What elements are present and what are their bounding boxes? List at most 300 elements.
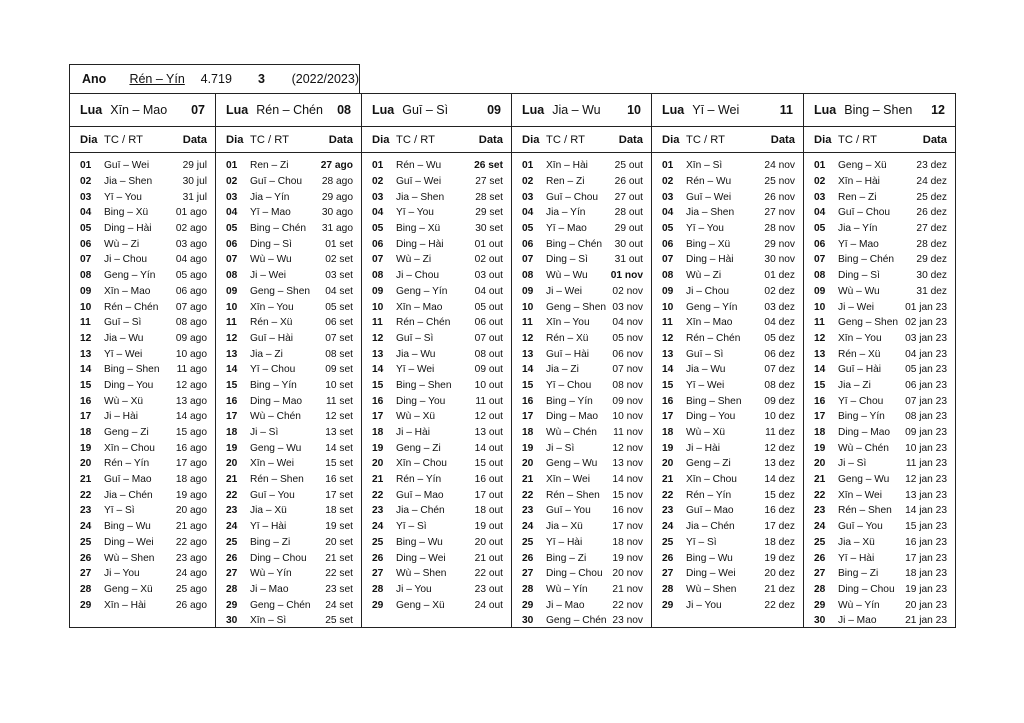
gregorian-date: 07 out (474, 332, 503, 344)
day-row (652, 425, 803, 441)
day-number: 13 (80, 348, 92, 360)
tc-rt-value: Bing – Wu (104, 521, 151, 533)
day-number: 18 (226, 427, 238, 439)
tc-rt-value: Bing – Chén (546, 238, 603, 250)
day-number: 03 (226, 191, 238, 203)
day-row (652, 205, 803, 221)
tc-rt-value: Jia – Wu (396, 348, 436, 360)
gregorian-date: 05 jan 23 (905, 364, 947, 376)
month-header (70, 94, 215, 127)
day-number: 23 (662, 505, 674, 517)
day-row (216, 582, 361, 598)
day-number: 10 (522, 301, 534, 313)
day-row (362, 205, 511, 221)
day-row (804, 566, 955, 582)
day-row (804, 236, 955, 252)
tc-rt-value: Wù – Shen (686, 583, 737, 595)
day-number: 02 (662, 176, 674, 188)
month-column (804, 94, 955, 627)
day-number: 08 (372, 270, 384, 282)
day-list (512, 153, 651, 629)
day-row (652, 550, 803, 566)
day-number: 20 (80, 458, 92, 470)
day-number: 03 (372, 191, 384, 203)
day-number: 02 (226, 176, 238, 188)
day-row (70, 362, 215, 378)
column-subheader (652, 127, 803, 153)
day-number: 07 (522, 254, 534, 266)
day-number: 10 (662, 301, 674, 313)
gregorian-date: 22 set (325, 568, 353, 580)
day-number: 14 (80, 364, 92, 376)
tc-rt-value: Ji – You (104, 568, 140, 580)
day-number: 08 (662, 270, 674, 282)
gregorian-date: 01 ago (175, 207, 207, 219)
tc-rt-value: Guī – Hài (546, 348, 590, 360)
gregorian-date: 11 jan 23 (905, 458, 947, 470)
gregorian-date: 15 nov (612, 489, 643, 501)
day-row (362, 440, 511, 456)
day-row (652, 597, 803, 613)
day-number: 14 (372, 364, 384, 376)
day-number: 27 (80, 568, 92, 580)
gregorian-date: 24 set (325, 599, 353, 611)
day-row (652, 393, 803, 409)
day-number: 11 (814, 317, 825, 329)
day-row (216, 566, 361, 582)
day-number: 18 (814, 427, 826, 439)
day-row (512, 597, 651, 613)
tc-rt-value: Geng – Zi (686, 458, 731, 470)
day-number: 29 (372, 599, 384, 611)
day-row (216, 378, 361, 394)
gregorian-date: 13 jan 23 (905, 489, 947, 501)
day-row (216, 205, 361, 221)
tc-rt-value: Xīn – Hài (104, 599, 146, 611)
day-row (512, 331, 651, 347)
tc-rt-value: Guī – Mao (396, 489, 444, 501)
day-row (216, 299, 361, 315)
day-number: 16 (522, 395, 534, 407)
day-number: 25 (662, 536, 674, 548)
gregorian-date: 31 out (614, 254, 643, 266)
day-row (362, 409, 511, 425)
day-number: 28 (522, 583, 534, 595)
tc-rt-value: Ji – Sì (250, 427, 279, 439)
gregorian-date: 01 jan 23 (905, 301, 947, 313)
gregorian-date: 21 dez (764, 583, 795, 595)
day-number: 10 (226, 301, 238, 313)
tc-rt-value: Jia – Zi (546, 364, 579, 376)
gregorian-date: 14 dez (764, 474, 795, 486)
tc-rt-value: Ji – Sì (546, 442, 575, 454)
day-number: 06 (814, 238, 826, 250)
day-row (652, 174, 803, 190)
day-row (362, 158, 511, 174)
day-row (70, 236, 215, 252)
day-row (652, 299, 803, 315)
gregorian-date: 20 set (325, 536, 353, 548)
gregorian-date: 10 set (325, 379, 353, 391)
month-lua-label: Lua (80, 103, 103, 117)
tc-rt-value: Wù – Zi (686, 270, 722, 282)
tc-rt-value: Geng – Shen (838, 317, 899, 329)
day-number: 13 (662, 348, 674, 360)
gregorian-date: 08 nov (612, 379, 643, 391)
day-row (652, 158, 803, 174)
data-header: Data (478, 133, 503, 146)
day-number: 02 (372, 176, 384, 188)
dia-header: Dia (372, 133, 390, 146)
tc-rt-value: Bing – Wu (686, 552, 733, 564)
tc-rt-value: Wù – Yín (250, 568, 292, 580)
gregorian-date: 20 jan 23 (905, 599, 947, 611)
gregorian-date: 08 out (474, 348, 503, 360)
gregorian-date: 27 out (614, 191, 643, 203)
column-subheader (70, 127, 215, 153)
day-number: 12 (80, 332, 92, 344)
gregorian-date: 30 out (614, 238, 643, 250)
gregorian-date: 17 nov (612, 521, 643, 533)
tc-rt-value: Jia – Yín (250, 191, 290, 203)
day-row (652, 268, 803, 284)
day-number: 05 (226, 223, 238, 235)
day-row (512, 472, 651, 488)
month-name: Rén – Chén (256, 103, 323, 117)
tc-rt-value: Yī – You (396, 207, 434, 219)
gregorian-date: 13 set (325, 427, 353, 439)
tc-rt-value: Wù – Zi (396, 254, 432, 266)
gregorian-date: 18 out (474, 505, 503, 517)
day-number: 26 (662, 552, 674, 564)
column-subheader (216, 127, 361, 153)
month-column (362, 94, 512, 627)
dia-header: Dia (522, 133, 540, 146)
day-row (70, 221, 215, 237)
day-row (804, 582, 955, 598)
day-number: 18 (662, 427, 674, 439)
column-subheader (362, 127, 511, 153)
gregorian-date: 26 nov (764, 191, 795, 203)
day-number: 26 (372, 552, 384, 564)
day-number: 30 (814, 615, 826, 627)
day-row (652, 409, 803, 425)
day-number: 02 (814, 176, 826, 188)
day-number: 16 (226, 395, 238, 407)
gregorian-date: 17 set (325, 489, 353, 501)
tc-rt-value: Wù – Xü (686, 427, 726, 439)
tc-rt-value: Guī – Wei (686, 191, 732, 203)
day-number: 04 (522, 207, 534, 219)
day-number: 29 (80, 599, 92, 611)
day-row (362, 550, 511, 566)
day-number: 06 (226, 238, 238, 250)
day-row (362, 566, 511, 582)
day-number: 09 (522, 285, 534, 297)
day-number: 15 (80, 379, 92, 391)
day-number: 12 (226, 332, 238, 344)
gregorian-date: 20 out (474, 536, 503, 548)
tc-rt-value: Ding – You (686, 411, 736, 423)
data-header: Data (618, 133, 643, 146)
day-number: 19 (662, 442, 674, 454)
lunar-calendar-table (69, 93, 956, 628)
gregorian-date: 16 ago (175, 442, 207, 454)
day-number: 20 (372, 458, 384, 470)
day-number: 07 (80, 254, 92, 266)
tc-rt-value: Rén – Chén (686, 332, 741, 344)
day-row (70, 472, 215, 488)
gregorian-date: 14 set (325, 442, 353, 454)
tc-rt-value: Ji – Mao (250, 583, 289, 595)
tc-rt-value: Yī – Chou (250, 364, 296, 376)
day-number: 03 (80, 191, 92, 203)
gregorian-date: 27 ago (320, 160, 353, 172)
tc-rt-value: Jia – Shen (686, 207, 735, 219)
gregorian-date: 23 ago (175, 552, 207, 564)
day-number: 20 (522, 458, 534, 470)
day-row (512, 378, 651, 394)
day-number: 25 (372, 536, 384, 548)
tc-rt-value: Xīn – Wei (250, 458, 294, 470)
day-row (216, 440, 361, 456)
gregorian-date: 25 dez (916, 191, 947, 203)
day-row (652, 378, 803, 394)
day-number: 29 (662, 599, 674, 611)
tc-rt-value: Rén – Shen (838, 505, 892, 517)
gregorian-date: 21 set (325, 552, 353, 564)
day-row (804, 346, 955, 362)
day-number: 30 (226, 615, 238, 627)
day-number: 28 (814, 583, 826, 595)
day-number: 16 (80, 395, 92, 407)
month-number: 11 (779, 103, 793, 117)
day-number: 24 (522, 521, 534, 533)
gregorian-date: 27 set (475, 176, 503, 188)
day-row (362, 487, 511, 503)
day-number: 17 (372, 411, 384, 423)
day-number: 11 (522, 317, 533, 329)
day-number: 09 (80, 285, 92, 297)
tc-rt-value: Jia – Shen (104, 176, 153, 188)
tc-rt-value: Bing – Shen (396, 379, 452, 391)
day-list (362, 153, 511, 613)
day-row (652, 221, 803, 237)
gregorian-date: 21 nov (612, 583, 643, 595)
day-row (216, 425, 361, 441)
day-row (216, 268, 361, 284)
tc-rt-value: Xīn – Chou (396, 458, 447, 470)
day-number: 08 (522, 270, 534, 282)
gregorian-date: 24 dez (916, 176, 947, 188)
gregorian-date: 15 ago (175, 427, 207, 439)
gregorian-date: 05 nov (612, 332, 643, 344)
tc-rt-value: Ji – You (686, 599, 722, 611)
gregorian-date: 12 set (325, 411, 353, 423)
gregorian-date: 23 set (325, 583, 353, 595)
tc-rt-header: TC / RT (838, 133, 877, 146)
tc-rt-value: Rén – Xü (546, 332, 589, 344)
tc-rt-value: Jia – Xü (838, 536, 875, 548)
day-row (512, 550, 651, 566)
day-row (216, 158, 361, 174)
gregorian-date: 10 ago (175, 348, 207, 360)
day-number: 09 (226, 285, 238, 297)
tc-rt-value: Xīn – Mao (686, 317, 733, 329)
tc-rt-value: Xīn – Chou (686, 474, 737, 486)
day-row (70, 409, 215, 425)
day-number: 04 (814, 207, 826, 219)
gregorian-date: 03 out (474, 270, 503, 282)
day-number: 21 (372, 474, 384, 486)
day-row (70, 299, 215, 315)
day-number: 27 (226, 568, 238, 580)
gregorian-date: 02 set (325, 254, 353, 266)
day-row (362, 331, 511, 347)
day-row (512, 252, 651, 268)
gregorian-date: 25 set (325, 615, 353, 627)
gregorian-date: 31 dez (916, 285, 947, 297)
gregorian-date: 02 dez (764, 285, 795, 297)
day-number: 09 (814, 285, 826, 297)
day-number: 24 (226, 521, 238, 533)
day-number: 16 (814, 395, 826, 407)
day-number: 10 (80, 301, 92, 313)
tc-rt-value: Rén – Shen (546, 489, 600, 501)
dia-header: Dia (662, 133, 680, 146)
gregorian-date: 29 dez (916, 254, 947, 266)
day-number: 08 (80, 270, 92, 282)
gregorian-date: 29 set (475, 207, 503, 219)
tc-rt-value: Ji – Hài (686, 442, 720, 454)
day-row (70, 189, 215, 205)
day-row (804, 221, 955, 237)
gregorian-date: 25 ago (175, 583, 207, 595)
gregorian-date: 02 out (474, 254, 503, 266)
day-row (652, 535, 803, 551)
gregorian-date: 25 nov (764, 176, 795, 188)
tc-rt-value: Guī – Chou (250, 176, 303, 188)
day-number: 06 (372, 238, 384, 250)
day-row (804, 456, 955, 472)
tc-rt-value: Rén – Xü (838, 348, 881, 360)
day-row (512, 487, 651, 503)
gregorian-date: 08 jan 23 (905, 411, 947, 423)
tc-rt-value: Jia – Chén (104, 489, 153, 501)
day-row (70, 582, 215, 598)
tc-rt-value: Jia – Wu (104, 332, 144, 344)
day-row (804, 409, 955, 425)
gregorian-date: 29 out (614, 223, 643, 235)
tc-rt-value: Ding – Sì (546, 254, 588, 266)
day-row (70, 597, 215, 613)
day-number: 23 (814, 505, 826, 517)
day-number: 14 (226, 364, 238, 376)
day-row (216, 362, 361, 378)
gregorian-date: 03 set (325, 270, 353, 282)
day-row (70, 503, 215, 519)
day-number: 12 (814, 332, 826, 344)
gregorian-date: 10 nov (612, 411, 643, 423)
gregorian-date: 18 dez (764, 536, 795, 548)
gregorian-date: 14 ago (175, 411, 207, 423)
tc-rt-value: Ji – Mao (838, 615, 877, 627)
day-row (362, 425, 511, 441)
day-row (804, 597, 955, 613)
gregorian-date: 04 out (474, 285, 503, 297)
day-row (70, 158, 215, 174)
tc-rt-value: Guī – Sì (396, 332, 434, 344)
tc-rt-value: Bing – Yín (838, 411, 885, 423)
gregorian-date: 28 dez (916, 238, 947, 250)
day-number: 25 (522, 536, 534, 548)
tc-rt-value: Ji – You (396, 583, 432, 595)
tc-rt-value: Rén – Chén (104, 301, 159, 313)
day-number: 11 (372, 317, 383, 329)
tc-rt-value: Ji – Wei (838, 301, 875, 313)
day-row (216, 331, 361, 347)
month-column (652, 94, 804, 627)
tc-rt-value: Jia – Chén (396, 505, 445, 517)
gregorian-date: 15 jan 23 (905, 521, 947, 533)
day-row (70, 331, 215, 347)
gregorian-date: 05 ago (175, 270, 207, 282)
tc-rt-value: Geng – Wu (838, 474, 890, 486)
month-name: Guī – Sì (402, 103, 449, 117)
gregorian-date: 04 ago (175, 254, 207, 266)
day-number: 26 (522, 552, 534, 564)
tc-rt-value: Ding – Mao (838, 427, 891, 439)
day-number: 23 (522, 505, 534, 517)
day-row (216, 189, 361, 205)
tc-rt-value: Yī – Sì (686, 536, 717, 548)
tc-rt-value: Wù – Yín (838, 599, 880, 611)
tc-rt-value: Yī – Hài (546, 536, 583, 548)
gregorian-date: 05 set (325, 301, 353, 313)
column-subheader (804, 127, 955, 153)
day-row (70, 519, 215, 535)
day-row (216, 284, 361, 300)
day-row (362, 378, 511, 394)
day-number: 29 (226, 599, 238, 611)
gregorian-date: 04 dez (764, 317, 795, 329)
data-header: Data (770, 133, 795, 146)
tc-rt-value: Geng – Yín (686, 301, 738, 313)
tc-rt-value: Ji – Sì (838, 458, 867, 470)
day-row (216, 487, 361, 503)
gregorian-date: 19 jan 23 (905, 583, 947, 595)
day-number: 05 (522, 223, 534, 235)
tc-rt-value: Xīn – Hài (546, 160, 588, 172)
tc-rt-value: Xīn – You (838, 332, 882, 344)
day-row (512, 221, 651, 237)
tc-rt-value: Bing – Shen (104, 364, 160, 376)
day-number: 07 (226, 254, 238, 266)
day-row (512, 315, 651, 331)
tc-rt-value: Jia – Shen (396, 191, 445, 203)
day-number: 12 (662, 332, 674, 344)
day-number: 24 (662, 521, 674, 533)
gregorian-date: 03 nov (612, 301, 643, 313)
day-number: 07 (372, 254, 384, 266)
gregorian-date: 31 jul (182, 191, 207, 203)
tc-rt-value: Rén – Shen (250, 474, 304, 486)
day-number: 21 (80, 474, 92, 486)
tc-rt-value: Bing – Chén (838, 254, 895, 266)
tc-rt-value: Geng – Xü (104, 583, 153, 595)
day-row (804, 205, 955, 221)
month-name: Bing – Shen (844, 103, 913, 117)
